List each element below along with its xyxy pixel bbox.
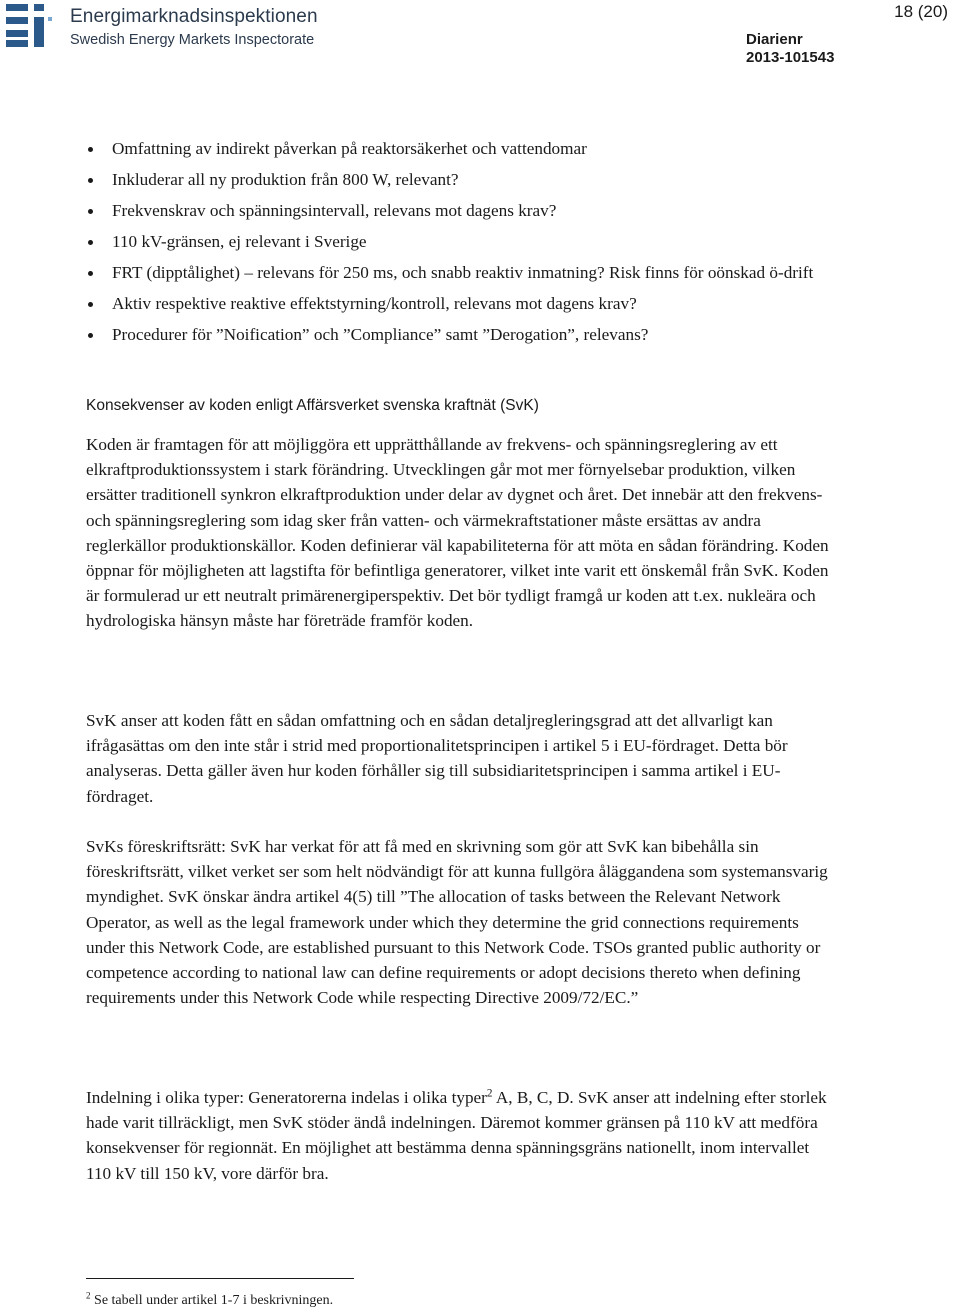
paragraph-text: A, B, C, D. SvK anser att indelning efter storlek hade varit tillräckligt, men SvK stöder ändå indelningen. Däremot kommer gränsen på 110 kV att medföra konsekvenser för regionnät. En möjlighet att bestämma denna spänningsgräns nationellt, inom intervallet 110 kV till 150 kV, vore därför bra. — [86, 1088, 827, 1183]
diarienr-value: 2013-101543 — [746, 49, 835, 66]
page-number: 18 (20) — [894, 2, 948, 21]
footnote — [86, 1290, 334, 1309]
diarienr-label: Diarienr — [746, 31, 803, 48]
org-name: Energimarknadsinspektionen — [70, 6, 318, 27]
footnote-reference[interactable]: 2 — [486, 1087, 493, 1100]
paragraph: SvKs föreskriftsrätt: SvK har verkat för att få med en skrivning som gör att SvK kan bibehålla sin föreskriftsrätt, vilket verket ser som helt nödvändigt för att kunna fullgöra åläggandena som systemansvarig myndighet. SvK önskar ändra artikel 4(5) till ”The allocation of tasks between the Relevant Network Operator, as well as the legal framework under which they determine the grid connections requirements under this Network Code, are established pursuant to this Network Code. TSOs granted public authority or competence according to national law can define requirements or adopt decisions thereto when defining requirements under this Network Code while respecting Directive 2009/72/EC.” — [86, 837, 828, 1008]
footnote-marker: 2 — [86, 1290, 91, 1301]
list-item: Aktiv respektive reaktive effektstyrning/kontroll, relevans mot dagens krav? — [0, 291, 832, 316]
list-item: 110 kV-gränsen, ej relevant i Sverige — [0, 229, 832, 254]
paragraph: Koden är framtagen för att möjliggöra ett upprätthållande av frekvens- och spänningsreglering av ett elkraftproduktionssystem i stark förändring. Utvecklingen går mot mer förnyelsebar produktion, vilken ersätter traditionell synkron elkraftproduktion under delar av dygnet och året. Det innebär att den frekvens- och spänningsreglering som idag sker från vatten- och värmekraftstationer måste ersättas av andra reglerkällor produktionskällor. Koden definierar väl kapabiliteterna för att möta en sådan förändring. Koden öppnar för möjligheten att lagstifta för befintliga generatorer, vilket inte varit ett önskemål från SvK. Koden är formulerad ur ett neutralt primärenergiperspektiv. Det bör tydligt framgå ur koden att t.ex. nukleära och hydrologiska hänsyn måste har företräde framför koden. — [86, 435, 829, 631]
paragraph-text: Indelning i olika typer: Generatorerna indelas i olika typer — [86, 1088, 487, 1107]
org-name-english: Swedish Energy Markets Inspectorate — [70, 32, 315, 48]
footnote-text: Se tabell under artikel 1-7 i beskrivningen. — [90, 1293, 334, 1308]
footnote-divider — [86, 1278, 354, 1279]
list-item: Frekvenskrav och spänningsintervall, relevans mot dagens krav? — [0, 198, 832, 223]
paragraph: SvK anser att koden fått en sådan omfattning och en sådan detaljregleringsgrad att det allvarligt kan ifrågasättas om den inte står i strid med proportionalitetsprincipen i artikel 5 i EU-fördraget. Detta bör analyseras. Detta gäller även hur koden förhåller sig till subsidiaritetsprincipen i samma artikel i EU-fördraget. — [86, 711, 788, 806]
paragraph — [86, 1085, 834, 1186]
ei-logo-icon — [6, 2, 62, 48]
list-item: Inkluderar all ny produktion från 800 W, relevant? — [0, 167, 832, 192]
list-item: Omfattning av indirekt påverkan på reaktorsäkerhet och vattendomar — [0, 136, 832, 161]
list-item: FRT (dipptålighet) – relevans för 250 ms, och snabb reaktiv inmatning? Risk finns för oönskad ö-drift — [0, 260, 832, 285]
section-heading: Konsekvenser av koden enligt Affärsverket svenska kraftnät (SvK) — [86, 397, 539, 414]
bullet-list — [0, 136, 900, 353]
list-item: Procedurer för ”Noification” och ”Compliance” samt ”Derogation”, relevans? — [0, 322, 832, 347]
